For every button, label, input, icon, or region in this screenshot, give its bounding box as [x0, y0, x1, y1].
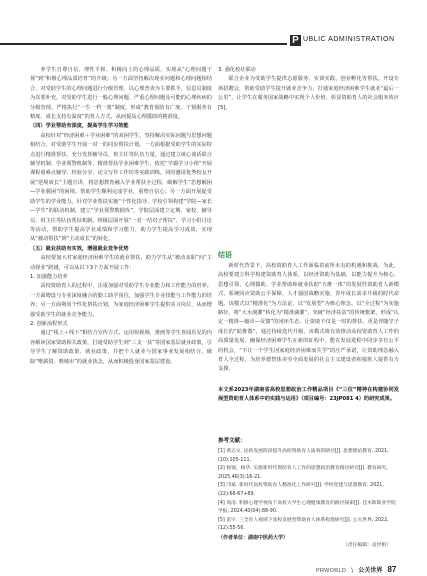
fund-note: 本文系2023年湖南省高校思想政治工作精品项目《“三位”精神在构建协同发展型资助育人体系中的实践与运用》（项目编号：23JP081 4）的研究成果。	[218, 387, 399, 403]
page-number: 87	[387, 565, 397, 574]
section-name: UBLIC ADMINISTRATION	[303, 36, 395, 43]
paragraph: 通过“线上＋线下”相结合宣传方式，运用短视频、推画等学生喜闻乐见的内容解读国家资助相关政策，打通受助学生到“三支一扶”等国家基层就业政策，引导学生了解资助政策、就业政策，并把个人就业与国家事业发展相结合，破除“唯薪资、唯城市”的就业执念，从而积极投身国家基层建设。	[30, 330, 212, 365]
author-affiliation: （作者单位：湖南中医药大学）	[218, 535, 289, 541]
footer-magazine-name: 公关世界	[358, 567, 383, 574]
references-list	[218, 448, 399, 534]
paragraph: 养学生自尊自信、理性平和、积极向上的心理品质，实现从“心理问题干预”到“积极心理品质培育”的升级；另一方面坚持解决现实问题和心理问题相结合，对受助学生的心理问题进行分级管理。以心理普查为主要抓手，信息员制度为次要补充，对受助学生进行一般心理问题、严重心理问题及可能的心理疾病的分级管理，严格执行“一生一档一策”制度，形成“教育预防有广度、干预服务有精度、成长支持有温度”的育人方式，从而提高心理援助的精准度。	[30, 67, 212, 121]
paragraph: 高校要加大对家庭经济困难学生的就业帮扶，助力学生从“被动求职”向“主动择业”跨越，可以从以下3个方面开展工作：	[30, 255, 212, 271]
footer-separator: \	[351, 567, 354, 574]
left-column	[30, 66, 212, 367]
list-heading: 1. 加强能力培养	[30, 273, 68, 280]
reference-item: [2] 杨锦，杨华. 实施新时代资助育人工作的思想政治教育路径研究[J]. 教育研究, 2025,46(3):16-21.	[218, 466, 388, 480]
section-title: 结语	[218, 251, 232, 259]
paragraph: 高校资助育人的过程中，注重加强对受助学生专业能力和工作能力的培养。一方面增设与专业深度融合的勤工助学岗位，加强学生专业技能与工作能力的培养；另一方面利用个性化帮扶计划，为家庭经济困难学生提供实习岗位，从而增强受助学生的就业竞争能力。	[30, 283, 212, 318]
subsection-heading: （四）学业帮助有深度，提高学生学习效能	[30, 123, 129, 130]
subsection-heading: （五）就业扶助有实效，增强就业竞争优势	[30, 245, 129, 252]
right-column	[218, 66, 399, 113]
list-heading: 2. 创新流程形式	[30, 320, 68, 327]
reference-item: [5] 雷宇. 三全育人视域下高校发展型资助育人体系构建研究[J]. 公关世界, 2022,(12):55-56.	[218, 517, 389, 532]
page-header	[0, 0, 427, 58]
section-badge: P	[290, 35, 301, 46]
page-footer	[316, 557, 396, 576]
references-title: 参考文献：	[218, 438, 246, 444]
reference-item: [3] 邝斌. 新时代高校资助育人精准化工作研究[J]. 学校党建与思想教育, 2021,(22):66-67+89.	[218, 483, 384, 497]
paragraph: 联合企业为受助学生提供志愿服务、实训实践、创业孵化等帮扶。开设专场招聘会，帮助受助学生提升就业竞争力，打通家庭经济困难学生就业“最后一公里”，让学生在服务国家战略中实现个人价值、彰显资助育人的社会服务效应[5]。	[218, 76, 399, 111]
reference-item: [4] 周清. 积极心理学视角下高校大学生心理健康教育的路径探索[J]. 佳木斯职业学院学报, 2024,40(04):88-90.	[218, 500, 396, 515]
list-heading: 3. 强化校社联动	[218, 67, 256, 73]
footer-brand: PRWORLD	[316, 568, 347, 574]
paragraph: 高校针对“经济困难＋学业困难”的双困学生，坚持解决实际问题与思想问题相结合，对受助学生开展一对一的同步帮扶计划。一方面根据受助学生的实际特点进行精准帮扶，充分发挥辅导员、班主任等队伍力量。通过建立谈心谈话联合辅导机制、学业预警机制等，精准帮扶学业困难学生，依托“学霸学习小组”开展课程重难点辅导、经验分享，论文写作工作坊等实践训练，同时邀请优秀校友开展“逆境成长”主题宣讲，将思想教育融入学业帮扶全过程，破解学生“思想解困—学业脱困”的困境。帮助学生顺利完成学业，重塑自信心；另一方面开展促受助学生的学业能力。针对学业帮扶实施“个性化指导、学校引领构建“学院—家长—学生”的联动机制，建立“学业预警数据库”，学院层面建立定期、家校、辅导员、班主任等队伍帮扶机制。班级层面开展“一对一结对子帮扶”、学习小组讨论等活动，帮助学生提高学业成绩和学习能力，助力学生提高学习成效，实现从“被动帮扶”到“主动成长”的转化。	[30, 132, 212, 243]
paragraph: 新时代背景下，高校资助育人工作面临着前所未有的机遇和挑战。为此，高校要建立科学构建资助育人体系，以经济资助为基础，以能力提升为核心、思想引领、心理援助、学业帮助和就业扶助“五维一体”的发展性资助育人新模式，系统回应资助公平保障、人才强国战略实施、青年成长需求升级的时代命题。该模式以“精准化”为方法论、以“发展型”为核心理念，以“全过程”为实施路径，将“大水漫灌”转化为“精准滴灌”，突破“经济扶贫”的传统框架，形成“认定一精准—输出—反馈”的闭环生态。让资助不仅是一时的帮扶，更是伴随学子成长的“助推器”，通过持续迭代升级，该模式将有效推动高校资助育人工作的高质量发展，确保经济困难学生在新的征程中，能在发展进程中同步享有公平的机会，“不让一个学生因家庭经济困难而失学”的庄严承诺，让资助理念融入育人全过程，为培养德智体美劳全面发展的社会主义建设者和接班人提供有力支撑。	[218, 263, 399, 373]
header-rule	[0, 43, 287, 45]
conclusion-block	[218, 262, 399, 375]
reference-item: [1] 黄志文. 论新发展阶段提升高校资助育人质效的路径[J]. 思想理论教育, 2021,(10):105-111.	[218, 449, 389, 463]
responsible-editor: （责任编辑：袁世娟）	[343, 543, 391, 548]
